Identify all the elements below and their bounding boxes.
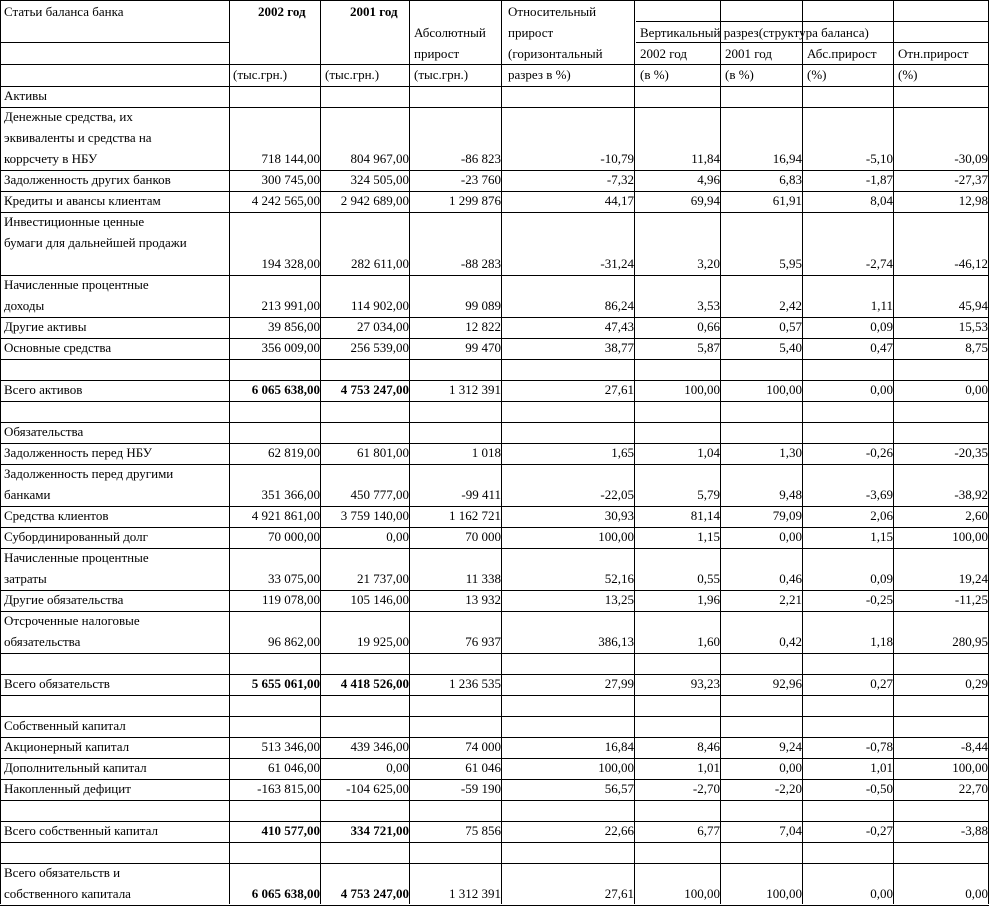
row-value: 0,00: [386, 529, 409, 544]
row-value: 9,24: [779, 739, 802, 754]
grid-vline: [0, 0, 1, 904]
grid-vline: [988, 0, 989, 904]
row-value: -163 815,00: [257, 781, 320, 796]
grid-hline: [0, 86, 989, 87]
header-rel-line3: (горизонтальный: [508, 46, 603, 61]
row-value: -0,27: [865, 823, 893, 838]
row-label: Задолженность перед другими: [4, 466, 174, 481]
grid-hline: [0, 590, 989, 591]
row-value: 450 777,00: [350, 487, 409, 502]
row-value: 0,00: [779, 760, 802, 775]
grid-vline: [320, 0, 321, 904]
row-value: 300 745,00: [261, 172, 320, 187]
row-label: Собственный капитал: [4, 718, 126, 733]
row-value: 79,09: [772, 508, 802, 523]
row-value: -1,87: [865, 172, 893, 187]
row-value: 44,17: [604, 193, 634, 208]
row-label: Дополнительный капитал: [4, 760, 147, 775]
row-value: 1,65: [611, 445, 634, 460]
row-value: 0,00: [779, 529, 802, 544]
row-value: 22,66: [604, 823, 634, 838]
row-label: Обязательства: [4, 424, 84, 439]
row-value: 27,99: [604, 676, 634, 691]
row-value: 1 236 535: [449, 676, 501, 691]
row-value: 100,00: [952, 529, 988, 544]
row-value: 324 505,00: [350, 172, 409, 187]
row-value: 0,47: [870, 340, 893, 355]
row-value: 334 721,00: [350, 823, 409, 838]
grid-hline: [0, 401, 989, 402]
header-unit-vert-2002: (в %): [640, 67, 669, 82]
row-value: 804 967,00: [350, 151, 409, 166]
row-value: 7,04: [779, 823, 802, 838]
row-label: Субординированный долг: [4, 529, 148, 544]
header-unit-2002: (тыс.грн.): [233, 67, 288, 82]
header-unit-vert-2001: (в %): [725, 67, 754, 82]
header-abs-line2: прирост: [414, 46, 460, 61]
row-value: 0,09: [870, 571, 893, 586]
header-sub-rel: Отн.прирост: [898, 46, 969, 61]
header-sub-abs: Абс.прирост: [807, 46, 877, 61]
row-value: 21 737,00: [357, 571, 409, 586]
grid-vline: [229, 0, 230, 904]
row-value: 99 089: [465, 298, 501, 313]
row-value: 93,23: [690, 676, 720, 691]
grid-vline: [893, 0, 894, 904]
row-value: 15,53: [958, 319, 988, 334]
header-abs-line1: Абсолютный: [414, 25, 486, 40]
row-value: 0,42: [779, 634, 802, 649]
row-label: Кредиты и авансы клиентам: [4, 193, 161, 208]
row-value: -30,09: [954, 151, 988, 166]
row-value: 100,00: [598, 529, 634, 544]
grid-vline: [720, 0, 721, 904]
row-value: 4 242 565,00: [251, 193, 320, 208]
row-value: 2 942 689,00: [340, 193, 409, 208]
row-value: 100,00: [766, 886, 802, 901]
row-value: 0,00: [965, 382, 988, 397]
row-value: 0,00: [870, 886, 893, 901]
row-value: -8,44: [960, 739, 988, 754]
row-label: доходы: [4, 298, 45, 313]
row-value: 5,95: [779, 256, 802, 271]
row-label: Всего активов: [4, 382, 83, 397]
row-value: 19 925,00: [357, 634, 409, 649]
row-value: 256 539,00: [350, 340, 409, 355]
row-value: 1,04: [697, 445, 720, 460]
row-label: Накопленный дефицит: [4, 781, 131, 796]
row-label: Инвестиционные ценные: [4, 214, 145, 229]
row-label: Средства клиентов: [4, 508, 109, 523]
grid-hline: [636, 21, 989, 22]
row-label: Денежные средства, их: [4, 109, 133, 124]
row-value: 0,46: [779, 571, 802, 586]
row-value: 92,96: [772, 676, 802, 691]
grid-hline: [0, 338, 989, 339]
row-value: 62 819,00: [268, 445, 320, 460]
row-value: 105 146,00: [350, 592, 409, 607]
row-value: 0,00: [965, 886, 988, 901]
row-label: эквиваленты и средства на: [4, 130, 152, 145]
row-value: -0,50: [865, 781, 893, 796]
row-value: 6 065 638,00: [251, 382, 320, 397]
row-value: -0,78: [865, 739, 893, 754]
grid-hline: [0, 863, 989, 864]
row-value: 0,00: [870, 382, 893, 397]
grid-hline: [0, 0, 989, 1]
header-col-2002: 2002 год: [258, 4, 306, 19]
row-value: 61 046,00: [268, 760, 320, 775]
header-rel-line4: разрез в %): [508, 67, 571, 82]
row-value: 1,30: [779, 445, 802, 460]
row-value: 6,77: [697, 823, 720, 838]
row-value: 69,94: [690, 193, 720, 208]
grid-hline: [0, 191, 989, 192]
header-col-2001: 2001 год: [350, 4, 398, 19]
grid-vline: [634, 0, 635, 904]
header-vertical-group: Вертикальный разрез(структура баланса): [640, 25, 869, 40]
row-value: -11,25: [954, 592, 988, 607]
row-value: 0,55: [697, 571, 720, 586]
row-value: 11,84: [691, 151, 720, 166]
grid-hline: [0, 422, 989, 423]
row-value: 513 346,00: [261, 739, 320, 754]
row-value: 2,06: [870, 508, 893, 523]
grid-hline: [0, 359, 989, 360]
row-value: -5,10: [865, 151, 893, 166]
row-value: -88 283: [460, 256, 501, 271]
row-value: 0,09: [870, 319, 893, 334]
row-value: 0,57: [779, 319, 802, 334]
row-value: 38,77: [604, 340, 634, 355]
row-value: 4 753 247,00: [340, 886, 409, 901]
header-sub-2001: 2001 год: [725, 46, 772, 61]
row-label: Начисленные процентные: [4, 277, 149, 292]
row-value: 100,00: [766, 382, 802, 397]
header-unit-2001: (тыс.грн.): [325, 67, 380, 82]
row-value: -3,69: [865, 487, 893, 502]
row-value: 27 034,00: [357, 319, 409, 334]
row-label: Активы: [4, 88, 48, 103]
row-value: -23 760: [460, 172, 501, 187]
row-value: -20,35: [954, 445, 988, 460]
row-value: 13,25: [604, 592, 634, 607]
row-value: 4 753 247,00: [340, 382, 409, 397]
row-label: Отсроченные налоговые: [4, 613, 140, 628]
row-value: 75 856: [465, 823, 501, 838]
row-value: -59 190: [460, 781, 501, 796]
row-value: 61 046: [465, 760, 501, 775]
grid-hline: [0, 716, 989, 717]
row-value: 100,00: [684, 886, 720, 901]
row-value: 213 991,00: [261, 298, 320, 313]
row-label: Всего обязательств: [4, 676, 110, 691]
row-value: 9,48: [779, 487, 802, 502]
row-value: 30,93: [604, 508, 634, 523]
header-sub-2002: 2002 год: [640, 46, 687, 61]
row-value: -31,24: [600, 256, 634, 271]
row-value: 13 932: [465, 592, 501, 607]
header-unit-vert-rel: (%): [898, 67, 918, 82]
row-value: -7,32: [606, 172, 634, 187]
row-value: 8,75: [965, 340, 988, 355]
row-value: -46,12: [954, 256, 988, 271]
row-value: -104 625,00: [346, 781, 409, 796]
row-value: 119 078,00: [261, 592, 320, 607]
row-label: бумаги для дальнейшей продажи: [4, 235, 187, 250]
row-value: -22,05: [600, 487, 634, 502]
row-value: 5 655 061,00: [251, 676, 320, 691]
row-value: 0,00: [386, 760, 409, 775]
row-value: 1 162 721: [449, 508, 501, 523]
row-value: -38,92: [954, 487, 988, 502]
header-unit-abs: (тыс.грн.): [414, 67, 469, 82]
row-value: 52,16: [604, 571, 634, 586]
row-value: 56,57: [604, 781, 634, 796]
row-value: 1,18: [870, 634, 893, 649]
row-value: 4 921 861,00: [251, 508, 320, 523]
grid-hline: [0, 758, 989, 759]
row-label: Всего собственный капитал: [4, 823, 158, 838]
row-value: 4,96: [697, 172, 720, 187]
row-value: 1 018: [471, 445, 501, 460]
row-value: 1,15: [697, 529, 720, 544]
row-value: 356 009,00: [261, 340, 320, 355]
row-label: банками: [4, 487, 51, 502]
row-value: 2,42: [779, 298, 802, 313]
row-value: 194 328,00: [261, 256, 320, 271]
row-value: 70 000,00: [268, 529, 320, 544]
row-value: -2,20: [774, 781, 802, 796]
row-value: 27,61: [604, 886, 634, 901]
row-value: 33 075,00: [268, 571, 320, 586]
row-label: Другие обязательства: [4, 592, 124, 607]
row-value: 3,20: [697, 256, 720, 271]
row-value: 100,00: [952, 760, 988, 775]
grid-hline: [0, 779, 989, 780]
row-value: 19,24: [958, 571, 988, 586]
row-label: обязательства: [4, 634, 81, 649]
grid-hline: [0, 170, 989, 171]
row-value: 27,61: [604, 382, 634, 397]
grid-hline: [0, 653, 989, 654]
row-value: 386,13: [598, 634, 634, 649]
row-value: 5,40: [779, 340, 802, 355]
row-value: 86,24: [604, 298, 634, 313]
grid-hline: [0, 212, 989, 213]
grid-hline: [0, 821, 989, 822]
row-value: 76 937: [465, 634, 501, 649]
row-label: Начисленные процентные: [4, 550, 149, 565]
row-value: 1 312 391: [449, 886, 501, 901]
row-value: -3,88: [960, 823, 988, 838]
grid-hline: [0, 674, 989, 675]
row-value: 1,11: [870, 298, 893, 313]
row-value: 39 856,00: [268, 319, 320, 334]
row-value: 6 065 638,00: [251, 886, 320, 901]
grid-hline: [0, 42, 229, 43]
row-label: Другие активы: [4, 319, 87, 334]
row-label: затраты: [4, 571, 47, 586]
row-value: 1,15: [870, 529, 893, 544]
grid-vline: [802, 0, 803, 904]
row-value: -86 823: [460, 151, 501, 166]
row-label: собственного капитала: [4, 886, 131, 901]
row-label: коррсчету в НБУ: [4, 151, 98, 166]
row-value: 100,00: [684, 382, 720, 397]
row-value: 12 822: [465, 319, 501, 334]
row-value: 81,14: [690, 508, 720, 523]
row-value: 280,95: [952, 634, 988, 649]
row-value: 1 312 391: [449, 382, 501, 397]
grid-hline: [0, 611, 989, 612]
row-value: -0,25: [865, 592, 893, 607]
row-value: 5,87: [697, 340, 720, 355]
grid-hline: [0, 842, 989, 843]
row-value: 410 577,00: [261, 823, 320, 838]
row-value: 47,43: [604, 319, 634, 334]
row-value: 2,21: [779, 592, 802, 607]
row-value: 351 366,00: [261, 487, 320, 502]
grid-hline: [0, 800, 989, 801]
header-unit-vert-abs: (%): [807, 67, 827, 82]
row-value: 99 470: [465, 340, 501, 355]
header-rel-line1: Относительный: [508, 4, 597, 19]
row-value: 11 338: [465, 571, 501, 586]
row-value: 6,83: [779, 172, 802, 187]
grid-hline: [0, 443, 989, 444]
header-rel-line2: прирост: [508, 25, 554, 40]
row-value: 2,60: [965, 508, 988, 523]
row-value: 16,94: [772, 151, 802, 166]
row-value: 16,84: [604, 739, 634, 754]
row-value: 114 902,00: [350, 298, 409, 313]
row-value: 0,29: [965, 676, 988, 691]
row-value: -27,37: [954, 172, 988, 187]
row-value: -99 411: [461, 487, 501, 502]
grid-vline: [409, 0, 410, 904]
row-value: 3,53: [697, 298, 720, 313]
row-value: 282 611,00: [350, 256, 409, 271]
grid-hline: [0, 737, 989, 738]
row-value: 1,96: [697, 592, 720, 607]
row-value: 4 418 526,00: [340, 676, 409, 691]
row-value: 0,66: [697, 319, 720, 334]
row-value: 8,04: [870, 193, 893, 208]
grid-hline: [636, 42, 989, 43]
row-value: 1,60: [697, 634, 720, 649]
row-value: 1,01: [697, 760, 720, 775]
grid-hline: [0, 317, 989, 318]
grid-hline: [0, 548, 989, 549]
grid-hline: [0, 695, 989, 696]
row-label: Задолженность других банков: [4, 172, 171, 187]
row-value: 3 759 140,00: [340, 508, 409, 523]
row-value: 1,01: [870, 760, 893, 775]
row-label: Акционерный капитал: [4, 739, 130, 754]
grid-hline: [0, 64, 989, 65]
row-label: Задолженность перед НБУ: [4, 445, 152, 460]
row-value: -2,74: [865, 256, 893, 271]
row-value: 12,98: [958, 193, 988, 208]
row-value: 45,94: [958, 298, 988, 313]
row-value: 0,27: [870, 676, 893, 691]
row-value: 8,46: [697, 739, 720, 754]
grid-hline: [0, 464, 989, 465]
row-label: Основные средства: [4, 340, 112, 355]
row-value: 96 862,00: [268, 634, 320, 649]
grid-hline: [0, 275, 989, 276]
grid-hline: [0, 506, 989, 507]
row-value: -2,70: [692, 781, 720, 796]
grid-vline: [501, 0, 502, 904]
row-value: -10,79: [600, 151, 634, 166]
row-value: 61,91: [772, 193, 802, 208]
grid-hline: [0, 527, 989, 528]
row-value: 439 346,00: [350, 739, 409, 754]
row-value: 1 299 876: [449, 193, 501, 208]
row-value: 718 144,00: [261, 151, 320, 166]
row-value: -0,26: [865, 445, 893, 460]
row-value: 100,00: [598, 760, 634, 775]
row-value: 22,70: [958, 781, 988, 796]
row-value: 70 000: [465, 529, 501, 544]
header-col-label: Статьи баланса банка: [4, 4, 124, 19]
row-value: 5,79: [697, 487, 720, 502]
row-value: 74 000: [465, 739, 501, 754]
row-value: 61 801,00: [357, 445, 409, 460]
grid-hline: [0, 380, 989, 381]
row-label: Всего обязательств и: [4, 865, 121, 880]
grid-hline: [0, 107, 989, 108]
